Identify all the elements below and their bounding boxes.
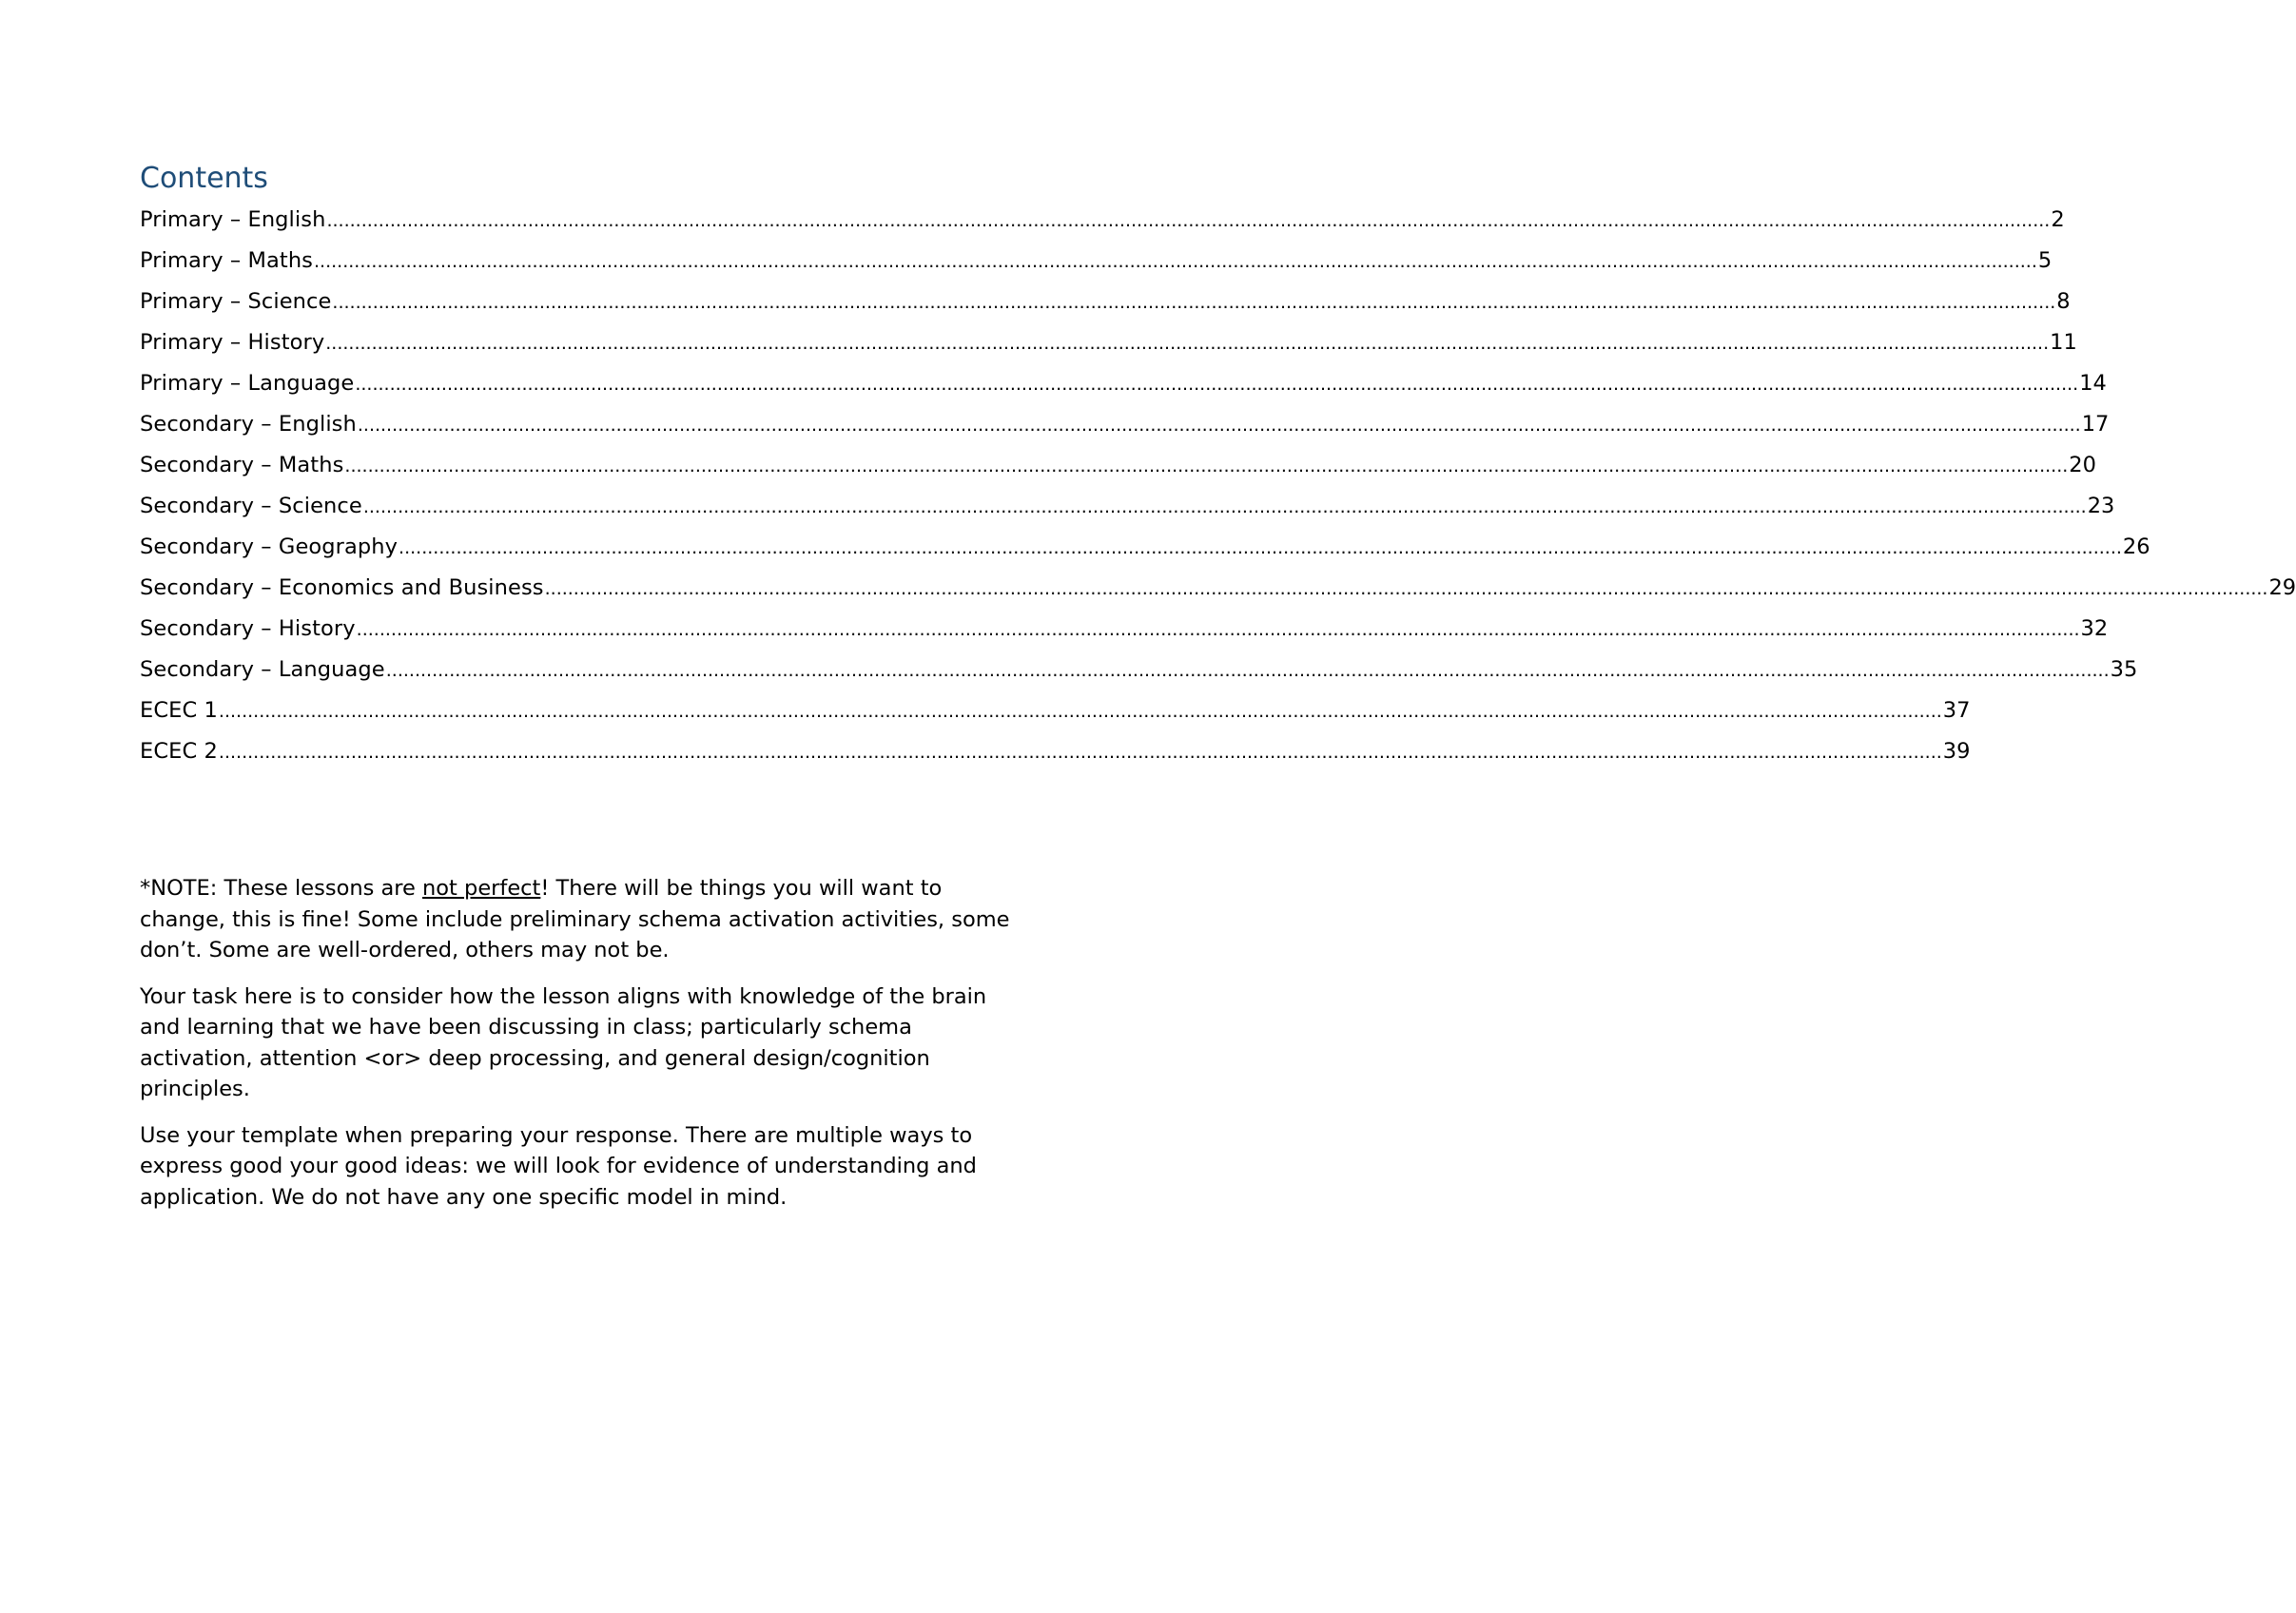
- toc-dot-leader: ............................................................................................................................................................................................................................................................................................................: [399, 537, 2122, 558]
- toc-entry-page-number: 32: [2080, 616, 2109, 641]
- toc-entry-page-number: 5: [2037, 248, 2053, 273]
- toc-entry-title: ECEC 1: [140, 698, 218, 723]
- toc-dot-leader: ............................................................................................................................................................................................................................................................................................................: [218, 742, 1942, 763]
- note-paragraph: [140, 873, 1015, 966]
- note-underlined: not perfect: [422, 876, 541, 901]
- toc-dot-leader: ............................................................................................................................................................................................................................................................................................................: [356, 619, 2080, 640]
- toc-entry-title: ECEC 2: [140, 739, 218, 764]
- toc-entry[interactable]: [140, 363, 2107, 404]
- toc-entry[interactable]: [140, 322, 2077, 363]
- toc-entry[interactable]: [140, 731, 1971, 772]
- template-paragraph: Use your template when preparing your response. There are multiple ways to express good your good ideas: we will look for evidence of understanding and application. We do not have any one specific model in mind.: [140, 1122, 977, 1210]
- toc-entry-title: Secondary – English: [140, 412, 357, 437]
- toc-entry-title: Secondary – Science: [140, 494, 362, 518]
- toc-entry-page-number: 35: [2110, 657, 2138, 682]
- toc-dot-leader: ............................................................................................................................................................................................................................................................................................................: [332, 292, 2056, 313]
- toc-entry-title: Secondary – Economics and Business: [140, 575, 544, 600]
- toc-entry[interactable]: [140, 445, 2096, 486]
- toc-entry[interactable]: [140, 690, 1971, 731]
- toc-dot-leader: ............................................................................................................................................................................................................................................................................................................: [218, 701, 1942, 722]
- toc-entry[interactable]: [140, 650, 2138, 690]
- toc-entry-title: Primary – History: [140, 330, 325, 355]
- toc-entry-page-number: 37: [1942, 698, 1971, 723]
- toc-entry-page-number: 8: [2056, 289, 2071, 314]
- toc-entry-page-number: 14: [2079, 371, 2107, 396]
- toc-entry[interactable]: [140, 404, 2110, 445]
- contents-heading: Contents: [140, 162, 268, 195]
- toc-dot-leader: ............................................................................................................................................................................................................................................................................................................: [357, 415, 2081, 436]
- notes-section: [140, 873, 1015, 1228]
- toc-entry-page-number: 29: [2268, 575, 2296, 600]
- toc-dot-leader: ............................................................................................................................................................................................................................................................................................................: [544, 578, 2268, 599]
- toc-entry[interactable]: [140, 200, 2065, 241]
- toc-entry[interactable]: [140, 527, 2150, 568]
- toc-entry-title: Primary – Language: [140, 371, 355, 396]
- toc-entry-page-number: 17: [2081, 412, 2110, 437]
- contents-section: [140, 160, 2296, 772]
- toc-dot-leader: ............................................................................................................................................................................................................................................................................................................: [344, 456, 2069, 476]
- toc-entry-title: Primary – Science: [140, 289, 332, 314]
- toc-entry-page-number: 20: [2069, 453, 2096, 477]
- toc-entry[interactable]: [140, 568, 2296, 609]
- toc-dot-leader: ............................................................................................................................................................................................................................................................................................................: [314, 251, 2037, 272]
- toc-dot-leader: ............................................................................................................................................................................................................................................................................................................: [385, 660, 2110, 681]
- toc-entry-page-number: 2: [2051, 207, 2065, 232]
- toc-entry-title: Primary – English: [140, 207, 326, 232]
- toc-entry[interactable]: [140, 486, 2115, 527]
- note-prefix: *NOTE: These lessons are: [140, 876, 423, 901]
- toc-dot-leader: ............................................................................................................................................................................................................................................................................................................: [362, 496, 2087, 517]
- toc-entry-page-number: 26: [2122, 534, 2150, 559]
- toc-entry-title: Secondary – History: [140, 616, 356, 641]
- toc-entry-page-number: 39: [1942, 739, 1971, 764]
- toc-entry-page-number: 23: [2087, 494, 2115, 518]
- toc-entry-page-number: 11: [2050, 330, 2077, 355]
- toc-entry-title: Secondary – Geography: [140, 534, 399, 559]
- task-paragraph: Your task here is to consider how the lesson aligns with knowledge of the brain and learning that we have been discussing in class; particularly schema activation, attention <or> deep processing, and general design/cognition principles.: [140, 983, 987, 1101]
- toc-dot-leader: ............................................................................................................................................................................................................................................................................................................: [355, 374, 2079, 395]
- toc-entry[interactable]: [140, 282, 2071, 322]
- toc-dot-leader: ............................................................................................................................................................................................................................................................................................................: [325, 333, 2050, 354]
- toc-list: [140, 200, 2296, 772]
- toc-entry[interactable]: [140, 241, 2053, 282]
- toc-entry-title: Primary – Maths: [140, 248, 314, 273]
- toc-entry-title: Secondary – Maths: [140, 453, 344, 477]
- toc-entry-title: Secondary – Language: [140, 657, 385, 682]
- note-suffix: ! There will be things you will want to change, this is fine! Some include preliminary schema activation activities, some don’t. Some are well-ordered, others may not be.: [140, 876, 1010, 962]
- toc-dot-leader: ............................................................................................................................................................................................................................................................................................................: [326, 210, 2051, 231]
- toc-entry[interactable]: [140, 609, 2109, 650]
